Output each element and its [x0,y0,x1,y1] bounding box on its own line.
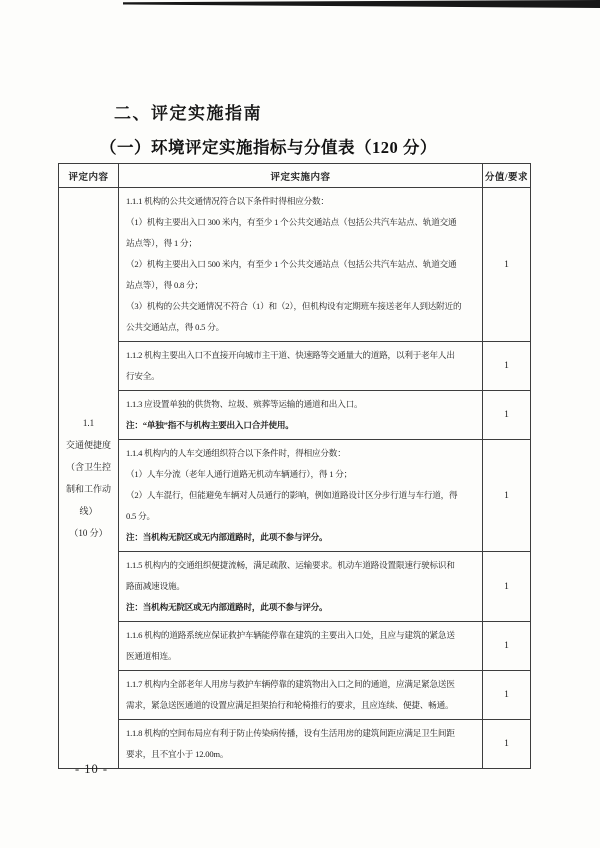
table-body [59,188,531,769]
category-line: 制和工作动 [65,484,111,494]
table-title: （一）环境评定实施指标与分值表（120 分） [100,138,437,157]
table-row [59,391,531,440]
criteria-cell [119,671,483,720]
criteria-line: 注：当机构无院区或无内部道路时，此项不参与评分。 [126,532,328,542]
section-title: 二、评定实施指南 [114,104,262,123]
criteria-line: 1.1.4 机构内的人车交通组织符合以下条件时，得相应分数： [126,448,346,458]
criteria-cell [119,391,483,440]
header-category: 评定内容 [59,164,119,188]
criteria-line: （2）机构主要出入口 500 米内，有至少 1 个公共交通站点（包括公共汽车站点、轨道交通 [126,259,457,269]
score-cell: 1 [483,391,531,440]
criteria-line: 站点等），得 0.8 分； [126,280,203,290]
table-header-row [59,164,531,188]
criteria-line: 1.1.8 机构的空间布局应有利于防止传染病传播，设有生活用房的建筑间距应满足卫生间距 [126,728,455,738]
criteria-cell [119,552,483,622]
criteria-line: 1.1.1 机构的公共交通情况符合以下条件时得相应分数： [126,196,329,206]
criteria-line: 1.1.2 机构主要出入口不直接开向城市主干道、快速路等交通量大的道路，以利于老年人出 [126,350,455,360]
score-cell: 1 [483,552,531,622]
score-cell: 1 [483,188,531,342]
criteria-line: 1.1.3 应设置单独的供货物、垃圾、殡葬等运输的通道和出入口。 [126,399,363,409]
criteria-line: 路面减速设施。 [126,581,185,591]
table-row [59,552,531,622]
category-line: 线） [79,506,98,516]
category-line: （10 分） [69,528,108,538]
criteria-line: 公共交通站点，得 0.5 分。 [126,322,224,332]
category-line: （含卫生控 [65,462,111,472]
criteria-cell [119,720,483,769]
table-row [59,342,531,391]
scan-artifact-bar [123,0,600,8]
score-cell: 1 [483,720,531,769]
criteria-line: 0.5 分。 [126,511,155,521]
criteria-line: （1）人车分流（老年人通行道路无机动车辆通行），得 1 分； [126,469,353,479]
score-cell: 1 [483,671,531,720]
criteria-line: （3）机构的公共交通情况不符合（1）和（2），但机构设有定期班车接送老年人到达附近的 [126,301,462,311]
category-cell [59,188,119,769]
table-row [59,720,531,769]
header-content: 评定实施内容 [119,164,483,188]
criteria-line: 要求，且不宜小于 12.00m。 [126,749,229,759]
score-cell: 1 [483,622,531,671]
criteria-line: （2）人车混行，但能避免车辆对人员通行的影响，例如道路设计区分步行道与车行道，得 [126,490,458,500]
table-row [59,440,531,552]
criteria-cell [119,440,483,552]
criteria-cell [119,622,483,671]
header-score: 分值/要求 [483,164,531,188]
evaluation-table [58,163,531,769]
criteria-line: 站点等），得 1 分； [126,238,197,248]
score-cell: 1 [483,342,531,391]
criteria-line: 行安全。 [126,371,160,381]
criteria-line: （1）机构主要出入口 300 米内，有至少 1 个公共交通站点（包括公共汽车站点、轨道交通 [126,217,457,227]
table-row [59,188,531,342]
criteria-line: 1.1.6 机构的道路系统应保证救护车辆能停靠在建筑的主要出入口处，且应与建筑的紧急送 [126,630,455,640]
criteria-cell [119,342,483,391]
criteria-line: 医通道相连。 [126,651,177,661]
criteria-cell [119,188,483,342]
table-row [59,622,531,671]
criteria-line: 需求，紧急送医通道的设置应满足担架抬行和轮椅推行的要求，且应连续、便捷、畅通。 [126,700,454,710]
score-cell: 1 [483,440,531,552]
page-number: - 10 - [75,762,109,776]
criteria-line: 注：当机构无院区或无内部道路时，此项不参与评分。 [126,602,328,612]
table-row [59,671,531,720]
category-line: 1.1 [82,418,95,428]
criteria-line: 1.1.5 机构内的交通组织便捷流畅，满足疏散、运输要求。机动车道路设置限速行驶标识和 [126,560,455,570]
criteria-line: 1.1.7 机构内全部老年人用房与救护车辆停靠的建筑物出入口之间的通道，应满足紧急送医 [126,679,455,689]
criteria-line: 注：“单独”指不与机构主要出入口合并使用。 [126,420,294,430]
category-line: 交通便捷度 [65,440,111,450]
